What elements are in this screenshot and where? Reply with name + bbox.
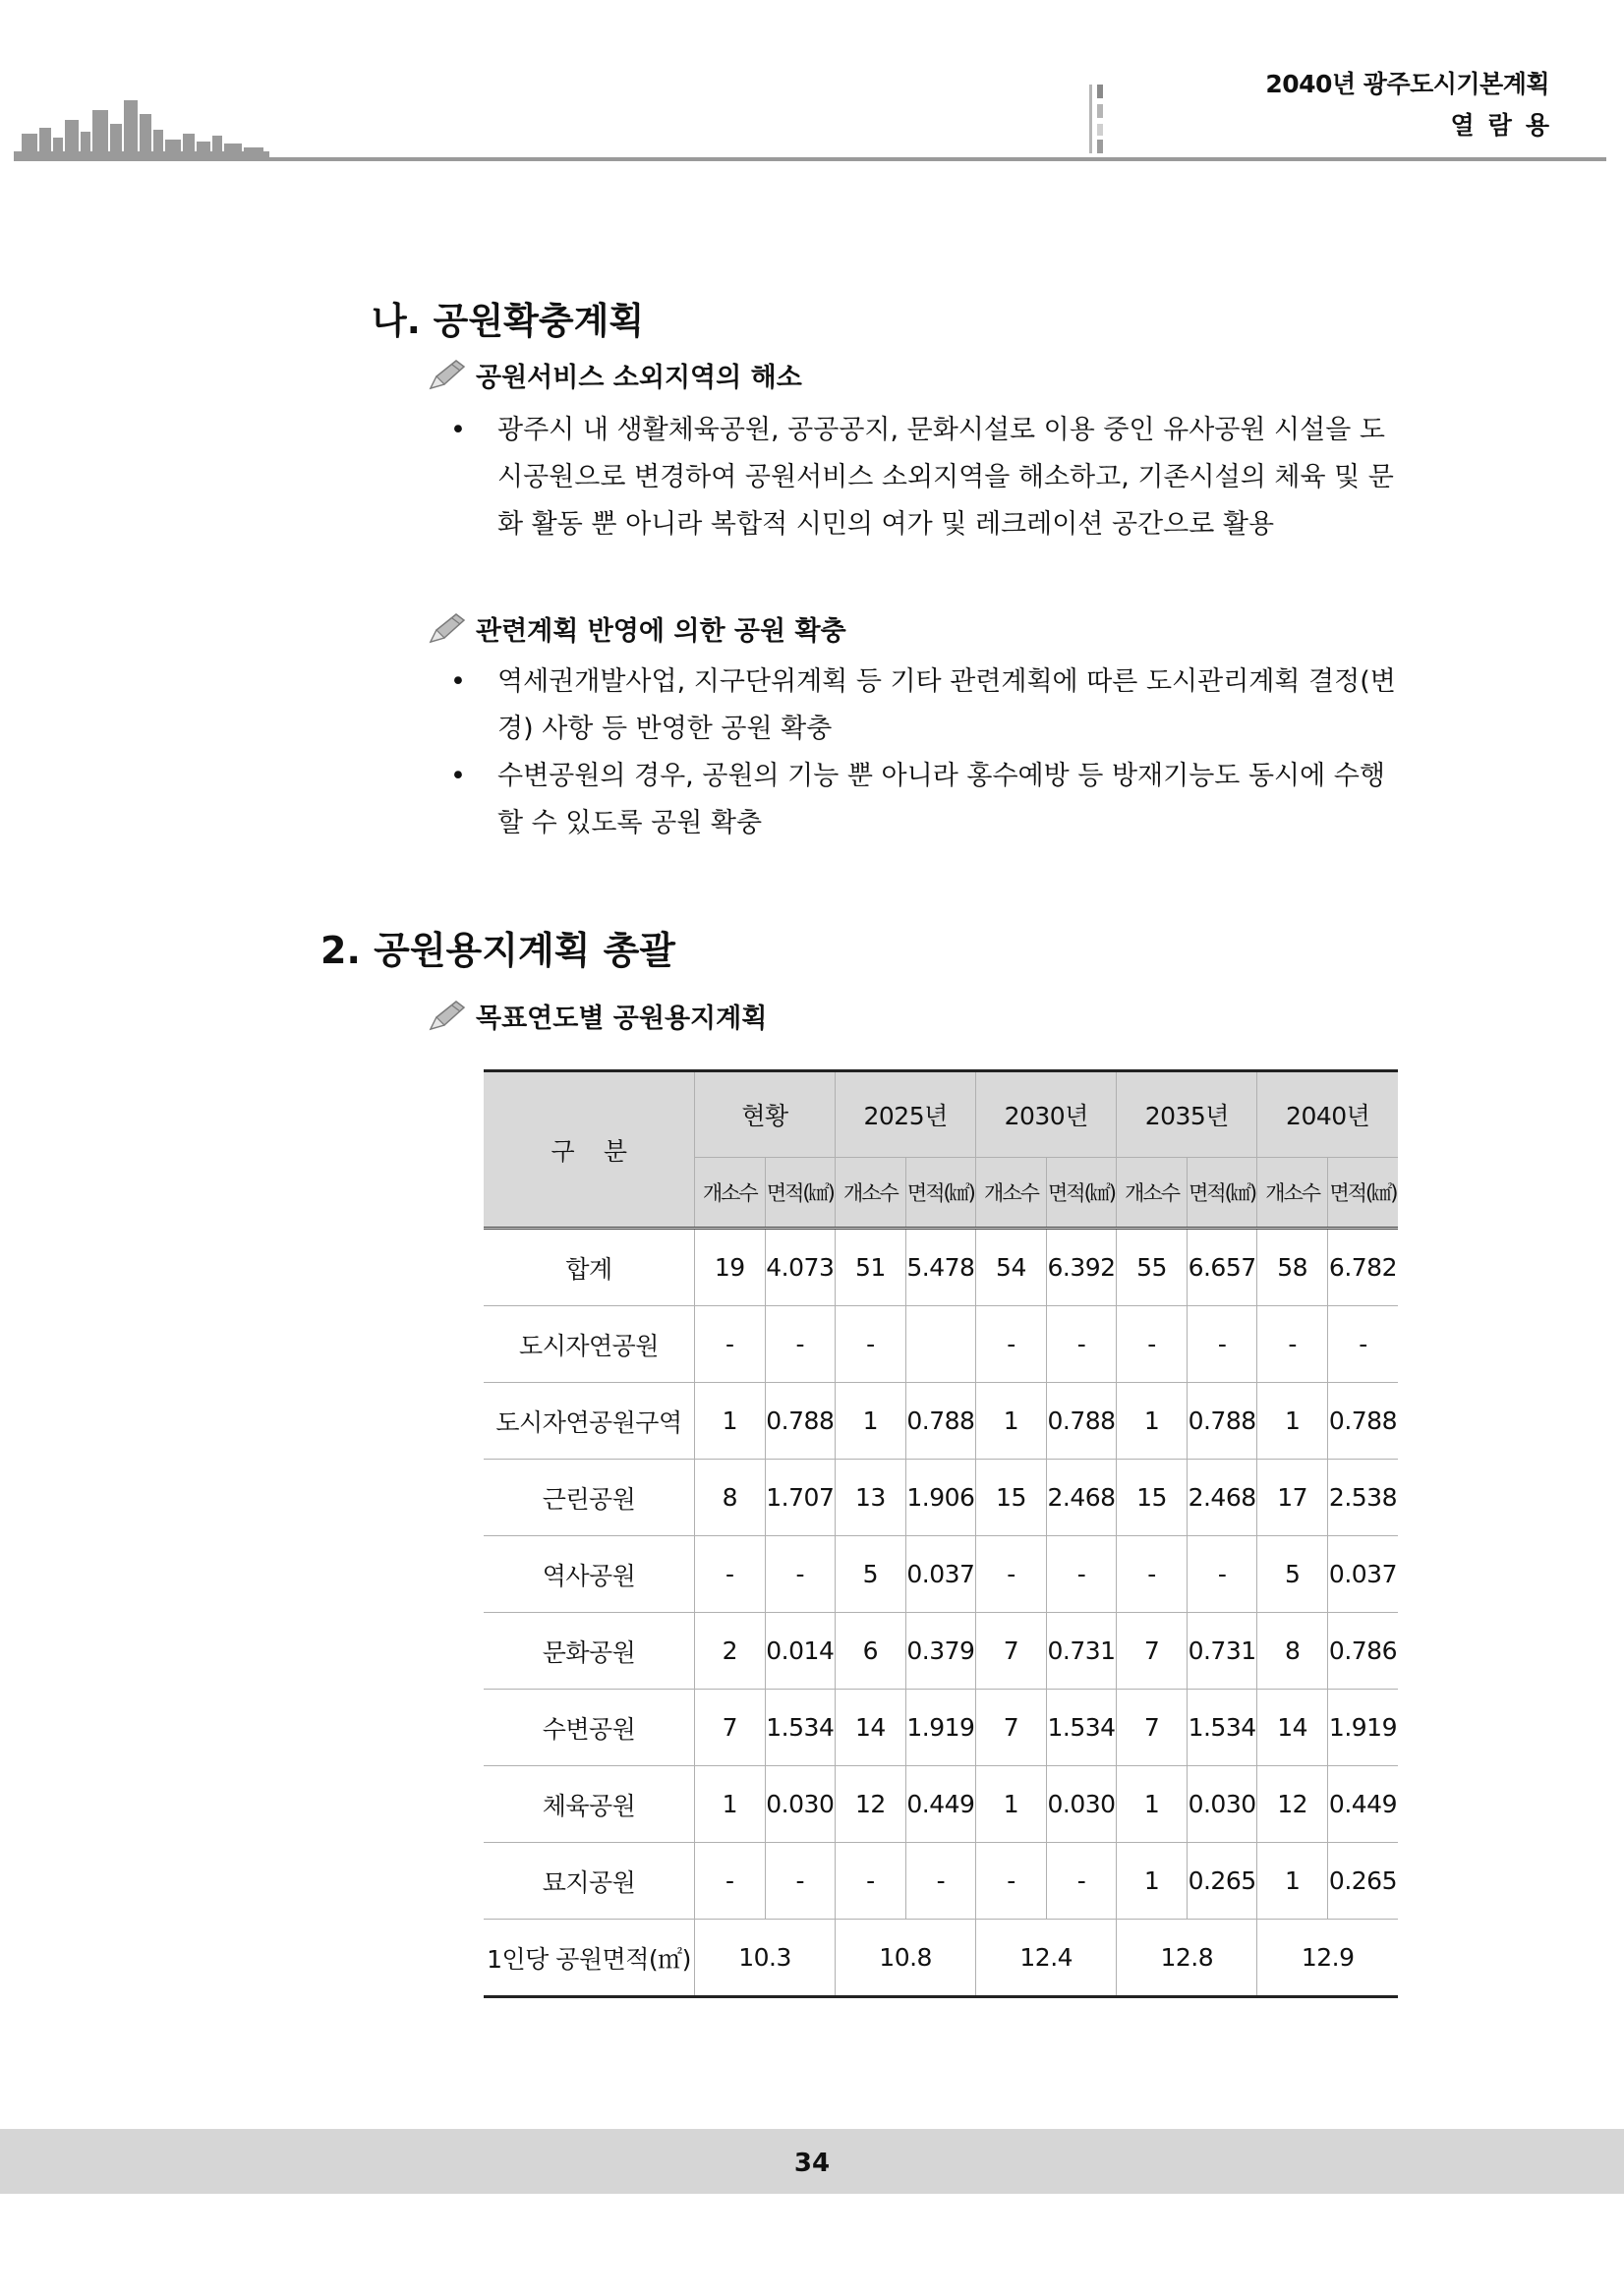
row-label: 도시자연공원구역 xyxy=(484,1383,695,1460)
area-cell: 2.538 xyxy=(1327,1460,1398,1536)
count-cell: - xyxy=(695,1536,766,1613)
area-cell: 2.468 xyxy=(1187,1460,1257,1536)
count-cell: 54 xyxy=(976,1229,1047,1306)
area-cell: 0.788 xyxy=(765,1383,836,1460)
bullet-item xyxy=(450,407,1404,548)
period-header: 2040년 xyxy=(1257,1071,1398,1158)
count-cell: 51 xyxy=(836,1229,906,1306)
count-cell: 1 xyxy=(976,1766,1047,1843)
section-heading-2: 2. 공원용지계획 총괄 xyxy=(320,929,675,972)
area-cell: 0.788 xyxy=(1327,1383,1398,1460)
pencil-icon xyxy=(427,1000,466,1033)
count-cell: - xyxy=(836,1306,906,1383)
area-cell: 6.392 xyxy=(1046,1229,1117,1306)
count-cell: 13 xyxy=(836,1460,906,1536)
table-corner-header: 구 분 xyxy=(484,1071,695,1229)
per-capita-value: 12.8 xyxy=(1117,1920,1257,1997)
area-cell: - xyxy=(1327,1306,1398,1383)
per-capita-value: 10.8 xyxy=(836,1920,976,1997)
area-cell: 6.782 xyxy=(1327,1229,1398,1306)
row-label: 수변공원 xyxy=(484,1690,695,1766)
page-number: 34 xyxy=(793,2149,831,2178)
count-cell: - xyxy=(1117,1306,1188,1383)
count-cell: 17 xyxy=(1257,1460,1328,1536)
count-cell: - xyxy=(976,1306,1047,1383)
count-header: 개소수 xyxy=(836,1158,906,1229)
area-header: 면적(㎢) xyxy=(1187,1158,1257,1229)
pencil-icon xyxy=(427,359,466,392)
count-cell: 7 xyxy=(1117,1613,1188,1690)
count-cell: - xyxy=(695,1306,766,1383)
period-header: 2035년 xyxy=(1117,1071,1257,1158)
table-row xyxy=(484,1306,1398,1383)
table-row xyxy=(484,1460,1398,1536)
area-cell: 1.919 xyxy=(1327,1690,1398,1766)
area-cell: 0.449 xyxy=(1327,1766,1398,1843)
count-cell: 1 xyxy=(1117,1843,1188,1920)
park-plan-table xyxy=(484,1069,1398,1998)
count-cell: 2 xyxy=(695,1613,766,1690)
period-header: 2030년 xyxy=(976,1071,1117,1158)
bullet-dot-icon: • xyxy=(450,415,466,445)
header-rule xyxy=(20,157,1606,161)
count-cell: - xyxy=(976,1536,1047,1613)
row-label: 근린공원 xyxy=(484,1460,695,1536)
row-label: 체육공원 xyxy=(484,1766,695,1843)
area-cell: - xyxy=(765,1306,836,1383)
table-row xyxy=(484,1536,1398,1613)
area-cell: 1.534 xyxy=(1046,1690,1117,1766)
area-cell: - xyxy=(1187,1536,1257,1613)
count-header: 개소수 xyxy=(1117,1158,1188,1229)
per-capita-value: 12.4 xyxy=(976,1920,1117,1997)
area-cell: - xyxy=(905,1843,976,1920)
subsection-heading xyxy=(427,609,846,648)
area-header: 면적(㎢) xyxy=(1327,1158,1398,1229)
area-cell: - xyxy=(1046,1536,1117,1613)
area-cell: 5.478 xyxy=(905,1229,976,1306)
area-cell: 1.534 xyxy=(1187,1690,1257,1766)
count-header: 개소수 xyxy=(695,1158,766,1229)
per-capita-value: 12.9 xyxy=(1257,1920,1398,1997)
count-cell: 8 xyxy=(695,1460,766,1536)
area-cell: - xyxy=(1046,1306,1117,1383)
area-cell: 0.265 xyxy=(1187,1843,1257,1920)
count-cell: 1 xyxy=(1257,1843,1328,1920)
area-cell: 0.030 xyxy=(765,1766,836,1843)
count-cell: 1 xyxy=(976,1383,1047,1460)
row-label: 문화공원 xyxy=(484,1613,695,1690)
count-cell: 1 xyxy=(836,1383,906,1460)
bullet-text: 광주시 내 생활체육공원, 공공공지, 문화시설로 이용 중인 유사공원 시설을 도시공원으로 변경하여 공원서비스 소외지역을 해소하고, 기존시설의 체육 및 문화 활동 뿐 아니라 복합적 시민의 여가 및 레크레이션 공간으로 활용 xyxy=(497,415,1394,540)
subsection-title: 공원서비스 소외지역의 해소 xyxy=(476,363,802,393)
table-row xyxy=(484,1766,1398,1843)
area-cell: 0.037 xyxy=(905,1536,976,1613)
area-cell: 0.449 xyxy=(905,1766,976,1843)
area-cell: 0.379 xyxy=(905,1613,976,1690)
bullet-item xyxy=(450,659,1404,753)
count-cell: 1 xyxy=(1117,1766,1188,1843)
row-label: 역사공원 xyxy=(484,1536,695,1613)
count-cell: 7 xyxy=(695,1690,766,1766)
area-header: 면적(㎢) xyxy=(1046,1158,1117,1229)
area-cell: 0.788 xyxy=(1187,1383,1257,1460)
period-header: 현황 xyxy=(695,1071,836,1158)
count-cell: - xyxy=(695,1843,766,1920)
period-header: 2025년 xyxy=(836,1071,976,1158)
count-header: 개소수 xyxy=(976,1158,1047,1229)
area-cell: 1.707 xyxy=(765,1460,836,1536)
area-cell: 1.919 xyxy=(905,1690,976,1766)
section-heading-na: 나. 공원확충계획 xyxy=(372,300,645,342)
area-cell: - xyxy=(1046,1843,1117,1920)
count-cell: 12 xyxy=(836,1766,906,1843)
table-row xyxy=(484,1690,1398,1766)
per-capita-row xyxy=(484,1920,1398,1997)
table-body xyxy=(484,1229,1398,1997)
count-cell: 1 xyxy=(695,1383,766,1460)
count-cell: 1 xyxy=(1257,1383,1328,1460)
count-cell: 7 xyxy=(976,1613,1047,1690)
table-row xyxy=(484,1613,1398,1690)
bullet-dot-icon: • xyxy=(450,666,466,697)
area-cell: 0.030 xyxy=(1046,1766,1117,1843)
area-cell: - xyxy=(765,1843,836,1920)
count-cell: 15 xyxy=(976,1460,1047,1536)
header-separator xyxy=(1089,85,1103,153)
pencil-icon xyxy=(427,612,466,646)
count-cell: 5 xyxy=(1257,1536,1328,1613)
table-row xyxy=(484,1843,1398,1920)
count-header: 개소수 xyxy=(1257,1158,1328,1229)
count-cell: 15 xyxy=(1117,1460,1188,1536)
table-row xyxy=(484,1383,1398,1460)
count-cell: 12 xyxy=(1257,1766,1328,1843)
count-cell: - xyxy=(1257,1306,1328,1383)
subsection-heading xyxy=(427,356,802,394)
area-cell: 1.906 xyxy=(905,1460,976,1536)
count-cell: 8 xyxy=(1257,1613,1328,1690)
bullet-dot-icon: • xyxy=(450,761,466,791)
area-cell: 2.468 xyxy=(1046,1460,1117,1536)
count-cell: 7 xyxy=(1117,1690,1188,1766)
area-cell: 0.788 xyxy=(905,1383,976,1460)
row-label: 1인당 공원면적(㎡) xyxy=(484,1920,695,1997)
count-cell: 14 xyxy=(836,1690,906,1766)
count-cell: 1 xyxy=(1117,1383,1188,1460)
count-cell: - xyxy=(1117,1536,1188,1613)
subsection-heading xyxy=(427,997,767,1035)
area-cell: - xyxy=(765,1536,836,1613)
row-label: 묘지공원 xyxy=(484,1843,695,1920)
area-cell: 0.731 xyxy=(1046,1613,1117,1690)
row-label: 도시자연공원 xyxy=(484,1306,695,1383)
document-title: 2040년 광주도시기본계획 xyxy=(1265,70,1549,98)
count-cell: - xyxy=(976,1843,1047,1920)
count-cell: 58 xyxy=(1257,1229,1328,1306)
area-cell: 0.014 xyxy=(765,1613,836,1690)
area-header: 면적(㎢) xyxy=(765,1158,836,1229)
bullet-text: 역세권개발사업, 지구단위계획 등 기타 관련계획에 따른 도시관리계획 결정(변경) 사항 등 반영한 공원 확충 xyxy=(497,666,1396,744)
area-cell: 0.030 xyxy=(1187,1766,1257,1843)
area-cell: 0.786 xyxy=(1327,1613,1398,1690)
count-cell: 6 xyxy=(836,1613,906,1690)
bullet-text: 수변공원의 경우, 공원의 기능 뿐 아니라 홍수예방 등 방재기능도 동시에 수행할 수 있도록 공원 확충 xyxy=(497,761,1385,838)
area-cell: 1.534 xyxy=(765,1690,836,1766)
count-cell: 1 xyxy=(695,1766,766,1843)
area-cell: 4.073 xyxy=(765,1229,836,1306)
count-cell: - xyxy=(836,1843,906,1920)
area-cell: 0.731 xyxy=(1187,1613,1257,1690)
count-cell: 55 xyxy=(1117,1229,1188,1306)
area-header: 면적(㎢) xyxy=(905,1158,976,1229)
row-label: 합계 xyxy=(484,1229,695,1306)
area-cell: - xyxy=(1187,1306,1257,1383)
subsection-title: 목표연도별 공원용지계획 xyxy=(476,1004,768,1034)
table-row xyxy=(484,1229,1398,1306)
area-cell xyxy=(905,1306,976,1383)
area-cell: 0.788 xyxy=(1046,1383,1117,1460)
area-cell: 0.265 xyxy=(1327,1843,1398,1920)
bullet-item xyxy=(450,753,1404,847)
per-capita-value: 10.3 xyxy=(695,1920,836,1997)
area-cell: 6.657 xyxy=(1187,1229,1257,1306)
city-skyline-logo xyxy=(14,90,269,161)
count-cell: 19 xyxy=(695,1229,766,1306)
count-cell: 14 xyxy=(1257,1690,1328,1766)
count-cell: 5 xyxy=(836,1536,906,1613)
area-cell: 0.037 xyxy=(1327,1536,1398,1613)
document-subtitle: 열람용 xyxy=(1450,111,1563,140)
subsection-title: 관련계획 반영에 의한 공원 확충 xyxy=(476,616,846,647)
count-cell: 7 xyxy=(976,1690,1047,1766)
